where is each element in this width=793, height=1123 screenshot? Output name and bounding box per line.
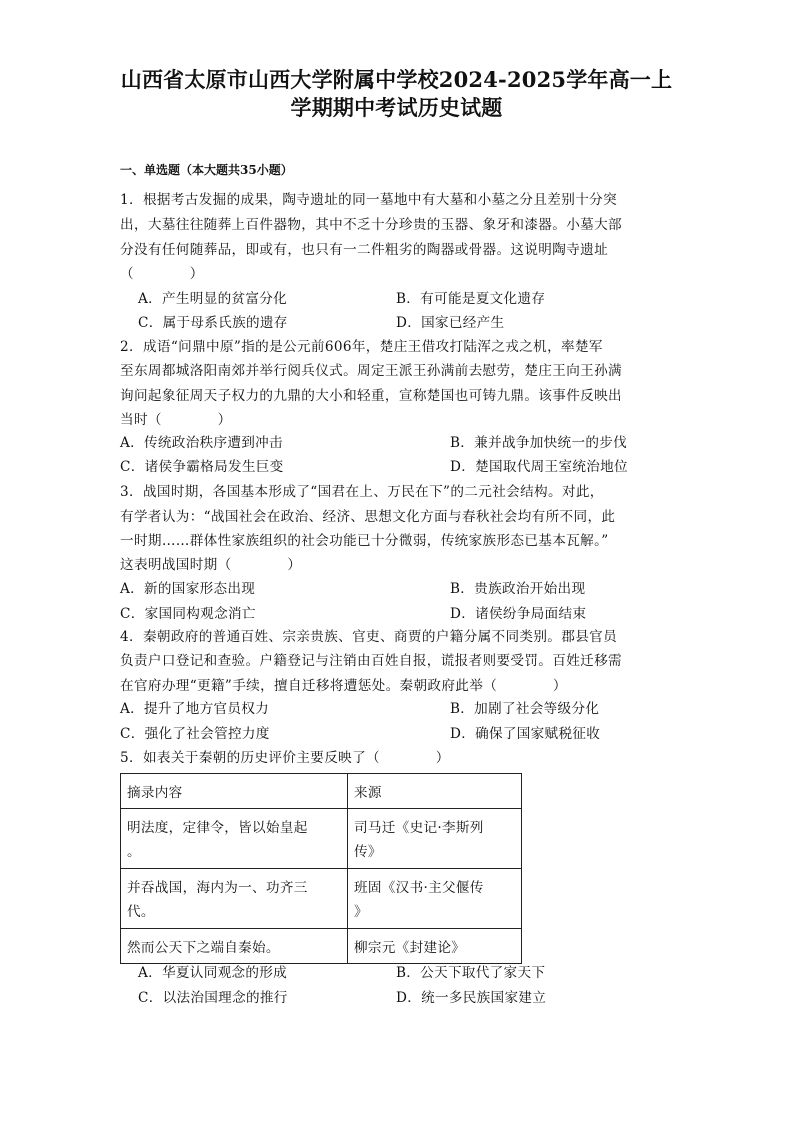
cell-line: 并吞战国，海内为一、功齐三	[127, 880, 308, 896]
title-line-2: 学期期中考试历史试题	[290, 95, 503, 120]
q4-option-c: C．强化了社会管控力度	[120, 726, 270, 742]
table-cell-source	[348, 929, 522, 964]
q2-line-2: 至东周都城洛阳南郊并举行阅兵仪式。周定王派王孙满前去慰劳，楚庄王向王孙满	[120, 363, 622, 379]
q2-option-b: B．兼并战争加快统一的步伐	[450, 435, 628, 451]
table-row	[121, 809, 522, 869]
q4-option-d: D．确保了国家赋税征收	[450, 726, 601, 742]
table-row	[121, 929, 522, 964]
q2-option-c: C．诸侯争霸格局发生巨变	[120, 459, 284, 475]
q1-line-2: 出，大墓往往随葬上百件器物，其中不乏十分珍贵的玉器、象牙和漆器。小墓大部	[120, 217, 622, 233]
q3-option-a: A．新的国家形态出现	[120, 581, 256, 597]
q3-option-b: B．贵族政治开始出现	[450, 581, 586, 597]
table-cell-source	[348, 809, 522, 869]
table-row	[121, 869, 522, 929]
cell-line: 传》	[354, 844, 382, 860]
q2-line-4: 当时（ ）	[120, 412, 232, 428]
exam-title	[60, 66, 733, 122]
section-heading: 一、单选题（本大题共35小题）	[120, 163, 293, 177]
q4-option-a: A．提升了地方官员权力	[120, 701, 270, 717]
q5-option-d: D．统一多民族国家建立	[396, 990, 547, 1006]
q3-line-4: 这表明战国时期（ ）	[120, 557, 302, 573]
q5-option-a: A．华夏认同观念的形成	[138, 965, 288, 981]
q4-line-2: 负责户口登记和查验。户籍登记与注销由百姓自报，谎报者则要受罚。百姓迁移需	[120, 653, 622, 669]
q4-line-3: 在官府办理“更籍”手续，擅自迁移将遭惩处。秦朝政府此举（ ）	[120, 678, 567, 694]
title-line-1: 山西省太原市山西大学附属中学校2024-2025学年高一上	[120, 67, 673, 92]
q4-option-b: B．加剧了社会等级分化	[450, 701, 600, 717]
cell-line: 代。	[127, 904, 155, 920]
q4-line-1: 4．秦朝政府的普通百姓、宗亲贵族、官吏、商贾的户籍分属不同类别。郡县官员	[120, 629, 618, 645]
q3-option-c: C．家国同构观念消亡	[120, 606, 256, 622]
cell-line: 》	[354, 904, 368, 920]
q5-line-1: 5．如表关于秦朝的历史评价主要反映了（ ）	[120, 750, 450, 766]
q1-line-1: 1．根据考古发掘的成果，陶寺遗址的同一墓地中有大墓和小墓之分且差别十分突	[120, 192, 618, 208]
q1-option-b: B．有可能是夏文化遗存	[396, 291, 546, 307]
q1-line-4: （ ）	[120, 266, 204, 282]
q1-option-d: D．国家已经产生	[396, 315, 505, 331]
evaluation-table	[120, 773, 522, 964]
q2-option-d: D．楚国取代周王室统治地位	[450, 459, 628, 475]
cell-line: 司马迁《史记·李斯列	[354, 820, 484, 836]
table-header-source: 来源	[348, 774, 522, 809]
q1-line-3: 分没有任何随葬品，即或有，也只有一二件粗劣的陶器或骨器。这说明陶寺遗址	[120, 242, 609, 258]
q2-line-1: 2．成语“问鼎中原”指的是公元前606年，楚庄王借攻打陆浑之戎之机，率楚军	[120, 339, 603, 355]
q2-option-a: A．传统政治秩序遭到冲击	[120, 435, 283, 451]
table-header-content: 摘录内容	[121, 774, 348, 809]
q3-line-1: 3．战国时期，各国基本形成了“国君在上、万民在下”的二元社会结构。对此，	[120, 484, 604, 500]
cell-line: 柳宗元《封建论》	[354, 940, 466, 956]
q5-option-c: C．以法治国理念的推行	[138, 990, 288, 1006]
q1-option-c: C．属于母系氏族的遗存	[138, 315, 288, 331]
table-cell-source	[348, 869, 522, 929]
q1-option-a: A．产生明显的贫富分化	[138, 291, 288, 307]
cell-line: 明法度，定律令，皆以始皇起	[127, 820, 308, 836]
q3-line-2: 有学者认为：“战国社会在政治、经济、思想文化方面与春秋社会均有所不同，此	[120, 509, 616, 525]
table-cell-excerpt	[121, 929, 348, 964]
cell-line: 然而公天下之端自秦始。	[127, 940, 280, 956]
table-cell-excerpt	[121, 809, 348, 869]
cell-line: 班固《汉书·主父偃传	[354, 880, 484, 896]
table-header-row	[121, 774, 522, 809]
q3-line-3: 一时期……群体性家族组织的社会功能已十分微弱，传统家族形态已基本瓦解。”	[120, 533, 609, 549]
q3-option-d: D．诸侯纷争局面结束	[450, 606, 587, 622]
table-cell-excerpt	[121, 869, 348, 929]
q5-option-b: B．公天下取代了家天下	[396, 965, 546, 981]
cell-line: 。	[127, 844, 141, 860]
q2-line-3: 询问起象征周天子权力的九鼎的大小和轻重，宣称楚国也可铸九鼎。该事件反映出	[120, 388, 622, 404]
